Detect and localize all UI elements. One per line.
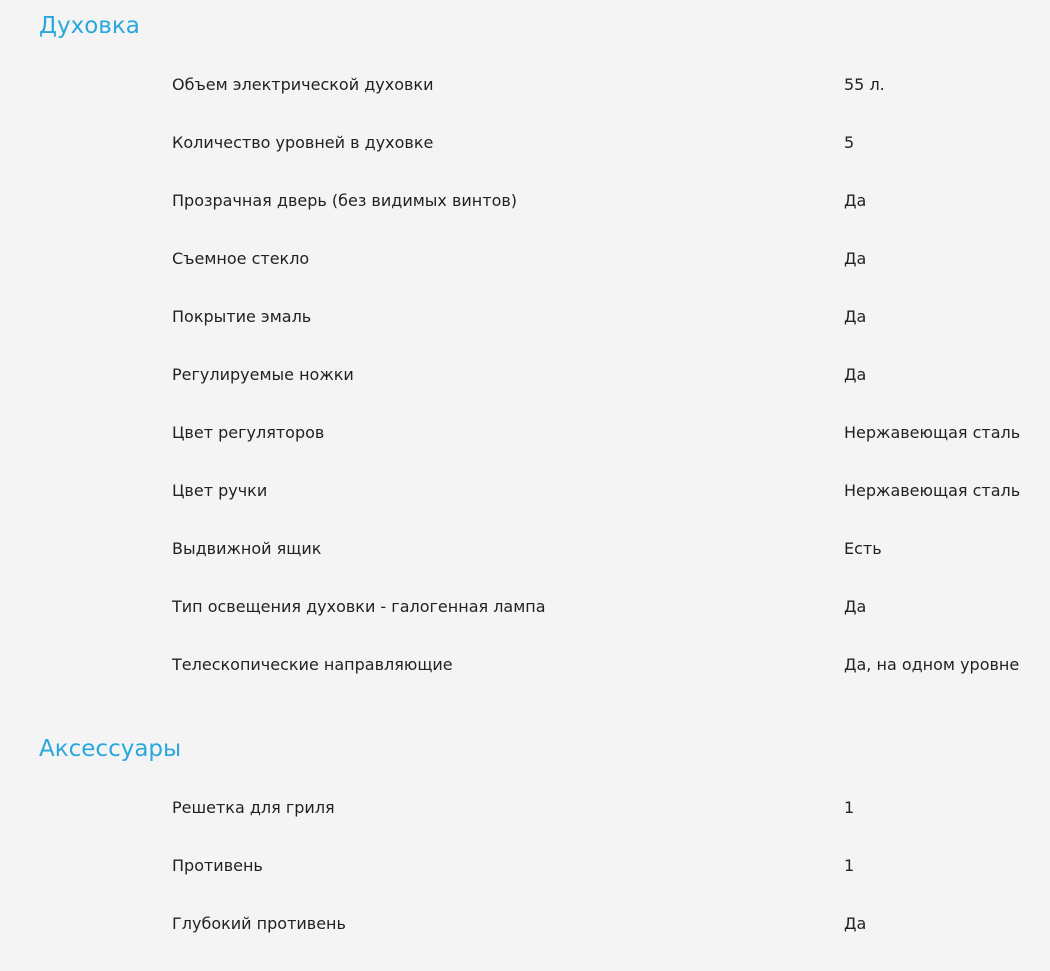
spec-row	[0, 230, 1050, 288]
spec-row	[0, 462, 1050, 520]
spec-name: Выдвижной ящик	[172, 539, 322, 558]
spec-name: Глубокий противень	[172, 914, 346, 933]
spec-row	[0, 172, 1050, 230]
spec-name: Регулируемые ножки	[172, 365, 354, 384]
spec-name: Количество уровней в духовке	[172, 133, 434, 152]
spec-name: Покрытие эмаль	[172, 307, 312, 326]
spec-value: Нержавеющая сталь	[844, 481, 1021, 500]
spec-row	[0, 895, 1050, 953]
section-title-accessories: Аксессуары	[39, 736, 182, 762]
spec-row	[0, 636, 1050, 694]
spec-value: Да	[844, 191, 867, 210]
spec-name: Цвет ручки	[172, 481, 268, 500]
spec-list-oven	[0, 56, 1050, 694]
spec-value: Да	[844, 597, 867, 616]
spec-row	[0, 404, 1050, 462]
spec-name: Съемное стекло	[172, 249, 310, 268]
spec-value: Да, на одном уровне	[844, 655, 1020, 674]
spec-value: 1	[844, 856, 855, 875]
spec-value: Да	[844, 307, 867, 326]
spec-name: Решетка для гриля	[172, 798, 335, 817]
spec-name: Прозрачная дверь (без видимых винтов)	[172, 191, 518, 210]
spec-name: Тип освещения духовки - галогенная лампа	[172, 597, 546, 616]
spec-row	[0, 56, 1050, 114]
spec-value: Да	[844, 914, 867, 933]
spec-value: 55 л.	[844, 75, 885, 94]
spec-value: 5	[844, 133, 855, 152]
spec-name: Объем электрической духовки	[172, 75, 434, 94]
spec-row	[0, 346, 1050, 404]
spec-row	[0, 520, 1050, 578]
spec-value: Да	[844, 249, 867, 268]
spec-row	[0, 114, 1050, 172]
spec-row	[0, 578, 1050, 636]
spec-name: Телескопические направляющие	[172, 655, 453, 674]
spec-name: Цвет регуляторов	[172, 423, 325, 442]
spec-list-accessories	[0, 779, 1050, 953]
spec-row	[0, 288, 1050, 346]
section-title-oven: Духовка	[39, 13, 140, 39]
spec-value: Есть	[844, 539, 882, 558]
spec-value: 1	[844, 798, 855, 817]
spec-row	[0, 837, 1050, 895]
spec-value: Да	[844, 365, 867, 384]
spec-name: Противень	[172, 856, 263, 875]
spec-row	[0, 779, 1050, 837]
spec-value: Нержавеющая сталь	[844, 423, 1021, 442]
